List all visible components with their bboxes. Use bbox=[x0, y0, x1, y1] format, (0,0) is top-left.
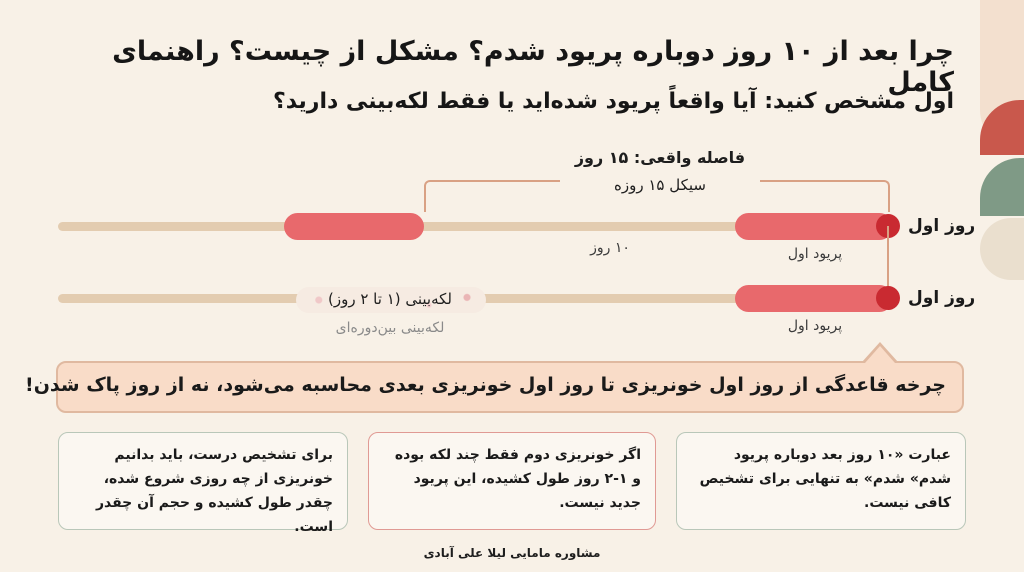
spotting-label: لکه‌بینی (۱ تا ۲ روز) bbox=[327, 290, 452, 308]
first-period-label-row1: پریود اول bbox=[787, 246, 843, 262]
period-segment-second bbox=[284, 213, 424, 240]
callout-text: چرخه قاعدگی از روز اول خونریزی تا روز اول خونریزی بعدی محاسبه می‌شود، نه از روز پاک شدن! bbox=[25, 374, 946, 396]
day-one-label-row2: روز اول bbox=[908, 288, 976, 308]
period-segment-first-row2 bbox=[735, 285, 893, 312]
decor-shape-green bbox=[980, 158, 1024, 216]
info-card-right: عبارت «۱۰ روز بعد دوباره پریود شدم» شدم» به تنهایی برای تشخیص کافی نیست. bbox=[676, 432, 966, 530]
day-one-label-row1: روز اول bbox=[908, 216, 976, 236]
info-card-middle: اگر خونریزی دوم فقط چند لکه بوده و ۱-۲ روز طول کشیده، این پریود جدید نیست. bbox=[368, 432, 656, 530]
spotting-caption: لکه‌بینی بین‌دوره‌ای bbox=[335, 320, 445, 336]
cycle-label: سیکل ۱۵ روزه bbox=[560, 176, 760, 194]
info-card-left: برای تشخیص درست، باید بدانیم خونریزی از چه روزی شروع شده، چقدر طول کشیده و حجم آن چقدر است. bbox=[58, 432, 348, 530]
decor-shape-beige bbox=[980, 218, 1024, 280]
ten-days-label: ۱۰ روز bbox=[590, 240, 630, 256]
day-one-marker-row2 bbox=[876, 286, 900, 310]
page-subtitle: اول مشخص کنید: آیا واقعاً پریود شده‌اید یا فقط لکه‌بینی دارید؟ bbox=[273, 89, 954, 114]
callout-box bbox=[25, 361, 964, 413]
page-title: چرا بعد از ۱۰ روز دوباره پریود شدم؟ مشکل از چیست؟ راهنمای کامل bbox=[112, 36, 954, 98]
callout-pointer-fill bbox=[865, 346, 895, 363]
footer-credit: مشاوره مامایی لیلا علی آبادی bbox=[423, 546, 601, 560]
first-period-label-row2: پریود اول bbox=[787, 318, 843, 334]
period-segment-first-row1 bbox=[735, 213, 893, 240]
gap-label: فاصله واقعی: ۱۵ روز bbox=[574, 148, 746, 167]
